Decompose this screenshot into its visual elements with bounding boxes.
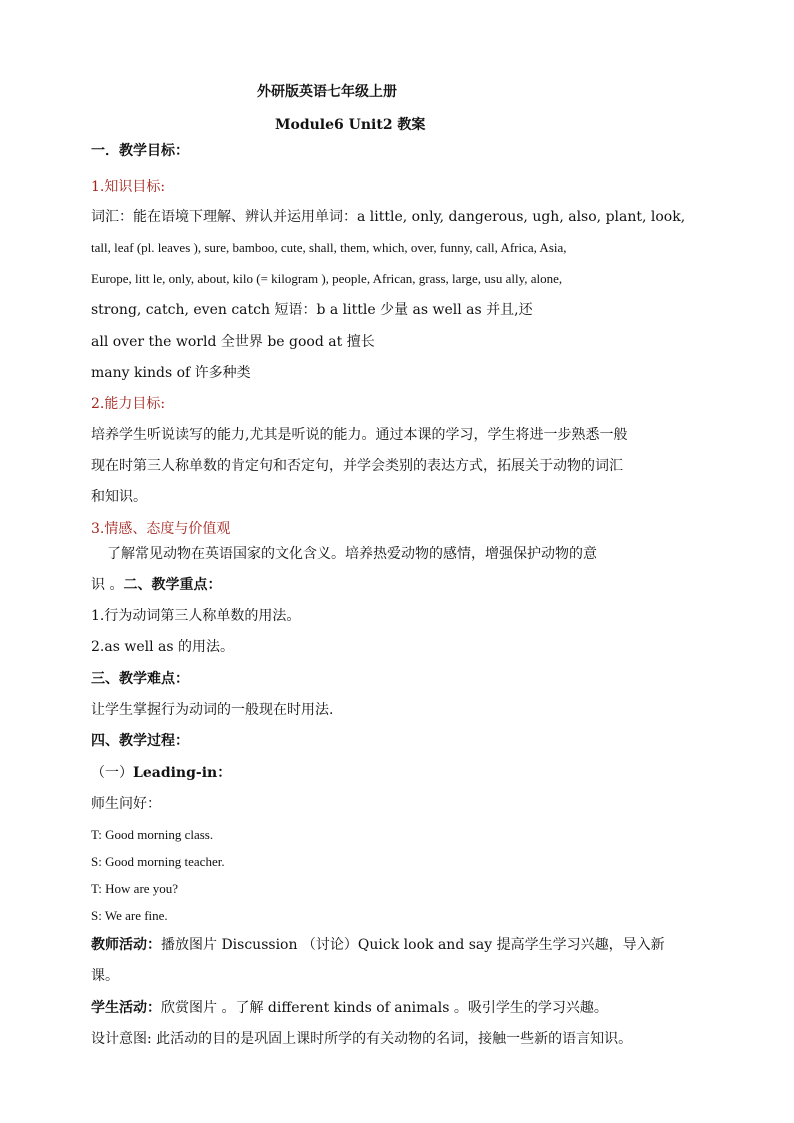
vocab-line: all over the world 全世界 be good at 擅长 — [91, 334, 375, 350]
ability-text: 培养学生听说读写的能力,尤其是听说的能力。通过本课的学习，学生将进一步熟悉一般 — [91, 427, 628, 443]
ability-text: 和知识。 — [91, 489, 147, 505]
section-heading-difficulty: 三、教学难点： — [91, 671, 189, 687]
student-activity — [91, 999, 608, 1017]
goal-attitude-label: 3.情感、态度与价值观 — [91, 521, 231, 537]
section-heading-key-points: 二、教学重点： — [123, 577, 222, 593]
key-point-item: 1.行为动词第三人称单数的用法。 — [91, 608, 301, 624]
teacher-activity-label: 教师活动： — [91, 937, 161, 953]
key-point-item: 2.as well as 的用法。 — [91, 639, 234, 655]
teacher-activity — [91, 936, 665, 954]
student-activity-text: 欣赏图片 。了解 different kinds of animals 。吸引学生的学习兴趣。 — [161, 1000, 608, 1016]
leadin-label: Leading-in： — [133, 765, 232, 781]
goal-ability-label: 2.能力目标: — [91, 396, 166, 412]
goal-knowledge-label: 1.知识目标: — [91, 179, 166, 195]
vocab-line: many kinds of 许多种类 — [91, 365, 251, 381]
doc-title-line2: Module6 Unit2 教案 — [275, 117, 426, 133]
ability-text: 现在时第三人称单数的肯定句和否定句，并学会类别的表达方式，拓展关于动物的词汇 — [91, 458, 623, 474]
dialog-line: T: Good morning class. — [91, 827, 214, 842]
dialog-line: T: How are you? — [91, 881, 179, 896]
greeting-text: 师生问好： — [91, 796, 161, 812]
dialog-line: S: We are fine. — [91, 908, 168, 923]
section-heading-process: 四、教学过程： — [91, 733, 189, 749]
section-heading-objectives: 一．教学目标： — [91, 143, 189, 159]
dialog-line: S: Good morning teacher. — [91, 854, 225, 869]
difficulty-text: 让学生掌握行为动词的一般现在时用法. — [91, 702, 334, 718]
attitude-text: 了解常见动物在英语国家的文化含义。培养热爱动物的感情，增强保护动物的意 — [107, 546, 597, 562]
teacher-activity-text-cont: 课。 — [91, 968, 119, 984]
leadin-heading — [91, 764, 231, 782]
vocab-line: Europe, litt le, only, about, kilo (= kilogram ), people, African, grass, large, usu ally, alone, — [91, 271, 563, 286]
student-activity-label: 学生活动： — [91, 1000, 161, 1016]
attitude-text-tail: 识 。 — [91, 577, 124, 593]
design-intent-text: 设计意图: 此活动的目的是巩固上课时所学的有关动物的名词，接触一些新的语言知识。 — [91, 1031, 633, 1047]
leadin-prefix: （一） — [91, 765, 133, 781]
vocab-line: strong, catch, even catch 短语：b a little 少量 as well as 并且,还 — [91, 302, 533, 318]
vocab-line: tall, leaf (pl. leaves ), sure, bamboo, cute, shall, them, which, over, funny, call, Africa, Asia, — [91, 240, 567, 255]
teacher-activity-text: 播放图片 Discussion （讨论）Quick look and say 提高学生学习兴趣，导入新 — [161, 937, 665, 953]
vocab-line: 词汇：能在语境下理解、辨认并运用单词：a little, only, dangerous, ugh, also, plant, look, — [91, 209, 686, 225]
attitude-text-end — [91, 576, 221, 594]
doc-title-line1: 外研版英语七年级上册 — [257, 84, 397, 100]
